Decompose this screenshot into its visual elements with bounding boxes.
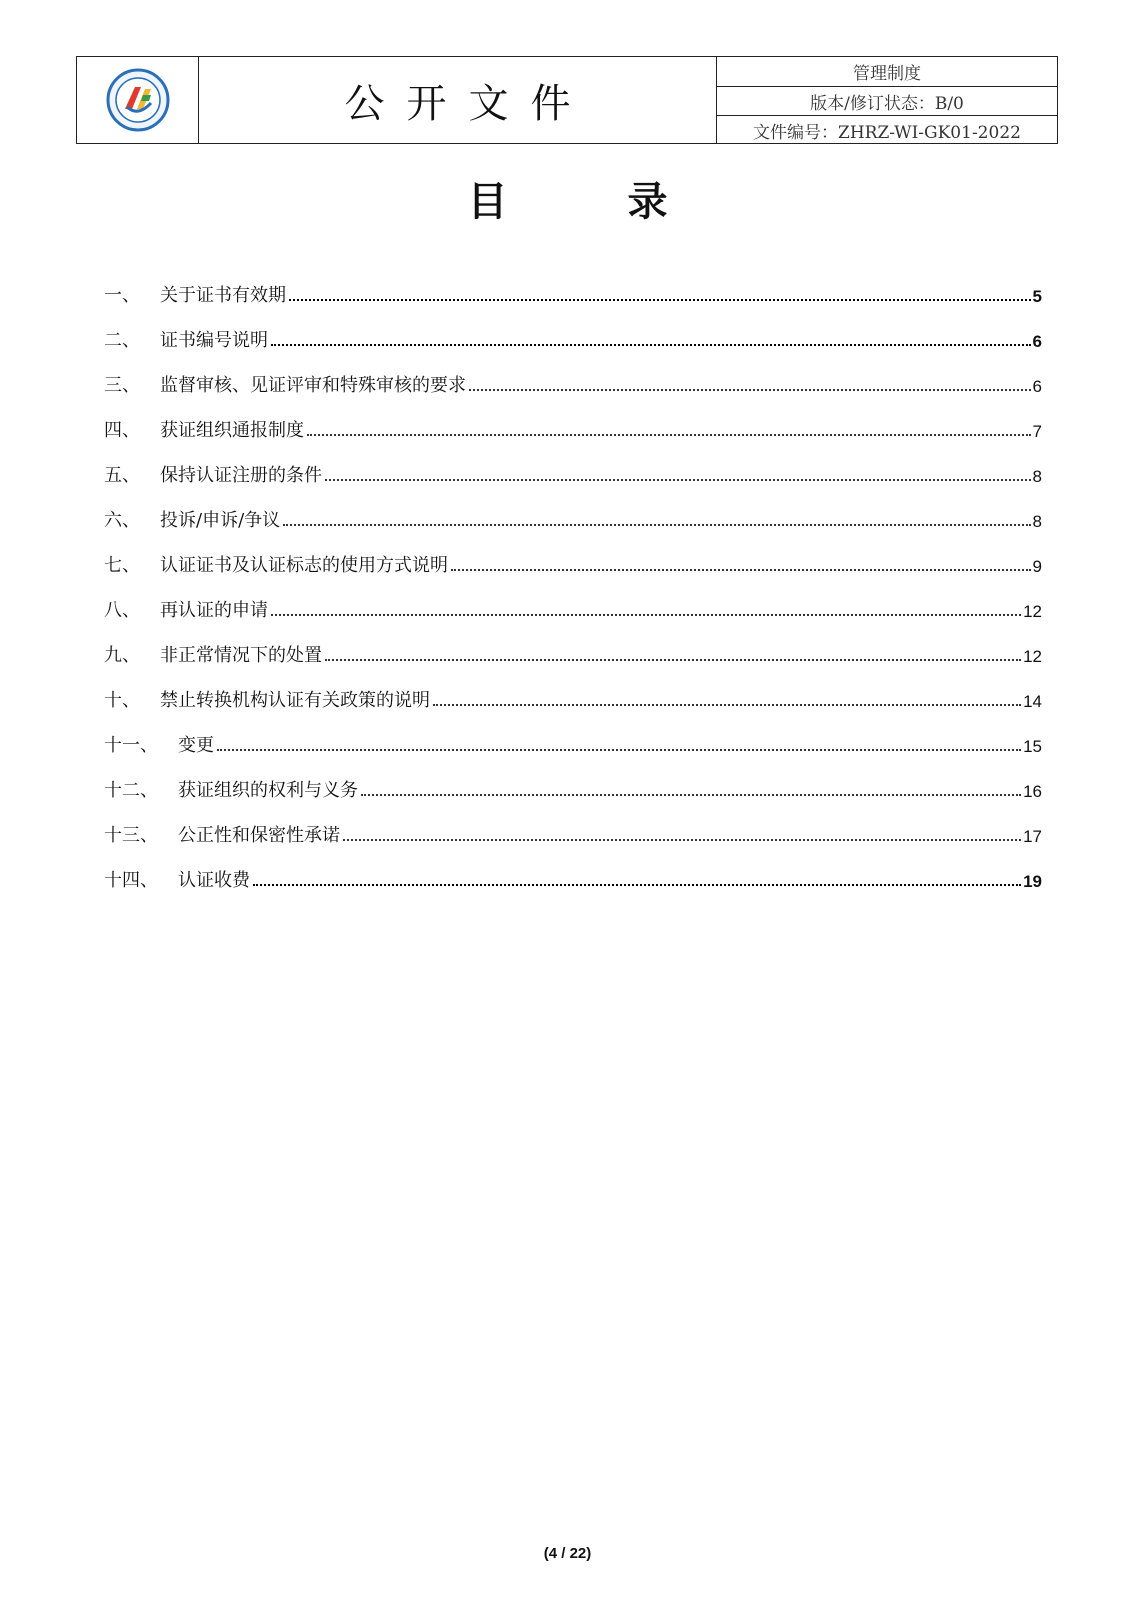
toc-heading: 目 录 — [467, 179, 708, 225]
toc-item-page: 5 — [1032, 287, 1042, 306]
toc-item-title: 监督审核、见证评审和特殊审核的要求 — [160, 375, 466, 396]
toc-item[interactable] — [104, 442, 1042, 487]
toc-item-title: 认证收费 — [178, 870, 250, 891]
toc-item[interactable] — [104, 352, 1042, 397]
toc-item[interactable] — [104, 802, 1042, 847]
toc-item-title: 证书编号说明 — [160, 330, 268, 351]
toc-dot-leader — [343, 839, 1021, 841]
document-header — [76, 56, 1058, 144]
table-of-contents — [104, 262, 1042, 892]
toc-dot-leader — [307, 434, 1031, 436]
toc-item[interactable] — [104, 532, 1042, 577]
header-title: 公开文件 — [199, 57, 717, 143]
toc-dot-leader — [469, 389, 1031, 391]
toc-item-page: 7 — [1032, 422, 1042, 441]
toc-dot-leader — [451, 569, 1031, 571]
toc-item[interactable] — [104, 847, 1042, 892]
toc-dot-leader — [361, 794, 1021, 796]
toc-dot-leader — [271, 614, 1021, 616]
toc-item-page: 6 — [1032, 377, 1042, 396]
toc-item-page: 8 — [1032, 512, 1042, 531]
toc-item-page: 6 — [1032, 332, 1042, 351]
toc-item-title: 再认证的申请 — [160, 600, 268, 621]
toc-item-title: 认证证书及认证标志的使用方式说明 — [160, 555, 448, 576]
toc-dot-leader — [325, 659, 1021, 661]
toc-item[interactable] — [104, 487, 1042, 532]
toc-item[interactable] — [104, 712, 1042, 757]
toc-item-title: 获证组织通报制度 — [160, 420, 304, 441]
toc-item-number: 一、 — [104, 285, 140, 306]
toc-item-number: 十三、 — [104, 825, 158, 846]
toc-item-title: 获证组织的权利与义务 — [178, 780, 358, 801]
logo-cell — [77, 57, 199, 143]
toc-item-number: 五、 — [104, 465, 140, 486]
header-version: 版本/修订状态：B/0 — [717, 86, 1057, 115]
toc-item-page: 16 — [1023, 782, 1042, 801]
toc-item-page: 19 — [1023, 872, 1042, 891]
header-doc-number: 文件编号：ZHRZ-WI-GK01-2022 — [717, 115, 1057, 144]
toc-item-title: 投诉/申诉/争议 — [160, 510, 281, 531]
toc-item-number: 十、 — [104, 690, 140, 711]
toc-item-number: 七、 — [104, 555, 140, 576]
toc-item-title: 禁止转换机构认证有关政策的说明 — [160, 690, 430, 711]
toc-item-title: 公正性和保密性承诺 — [178, 825, 340, 846]
toc-item-number: 十二、 — [104, 780, 158, 801]
toc-item-page: 9 — [1032, 557, 1042, 576]
toc-item-number: 三、 — [104, 375, 140, 396]
toc-item[interactable] — [104, 397, 1042, 442]
toc-item-number: 九、 — [104, 645, 140, 666]
header-category: 管理制度 — [853, 64, 921, 84]
toc-item-page: 12 — [1023, 647, 1042, 666]
page-indicator: (4 / 22) — [543, 1545, 592, 1562]
toc-item-number: 二、 — [104, 330, 140, 351]
toc-item-page: 15 — [1023, 737, 1042, 756]
toc-dot-leader — [271, 344, 1031, 346]
toc-item-title: 非正常情况下的处置 — [160, 645, 322, 666]
header-info — [717, 57, 1057, 143]
toc-item-number: 十一、 — [104, 735, 158, 756]
toc-item-number: 六、 — [104, 510, 140, 531]
toc-item[interactable] — [104, 307, 1042, 352]
toc-item-page: 14 — [1023, 692, 1042, 711]
toc-item-number: 八、 — [104, 600, 140, 621]
toc-dot-leader — [433, 704, 1021, 706]
toc-item-title: 保持认证注册的条件 — [160, 465, 322, 486]
toc-item-page: 8 — [1032, 467, 1042, 486]
toc-dot-leader — [253, 884, 1021, 886]
toc-item[interactable] — [104, 262, 1042, 307]
toc-item-title: 变更 — [178, 735, 214, 756]
toc-item-number: 四、 — [104, 420, 140, 441]
toc-item-number: 十四、 — [104, 870, 158, 891]
toc-dot-leader — [289, 299, 1031, 301]
toc-dot-leader — [325, 479, 1031, 481]
toc-dot-leader — [217, 749, 1021, 751]
toc-item-title: 关于证书有效期 — [160, 285, 286, 306]
toc-item[interactable] — [104, 622, 1042, 667]
toc-item-page: 17 — [1023, 827, 1042, 846]
toc-item-page: 12 — [1023, 602, 1042, 621]
toc-item[interactable] — [104, 757, 1042, 802]
toc-item[interactable] — [104, 577, 1042, 622]
company-logo-icon — [105, 67, 171, 133]
toc-item[interactable] — [104, 667, 1042, 712]
toc-dot-leader — [283, 524, 1030, 526]
